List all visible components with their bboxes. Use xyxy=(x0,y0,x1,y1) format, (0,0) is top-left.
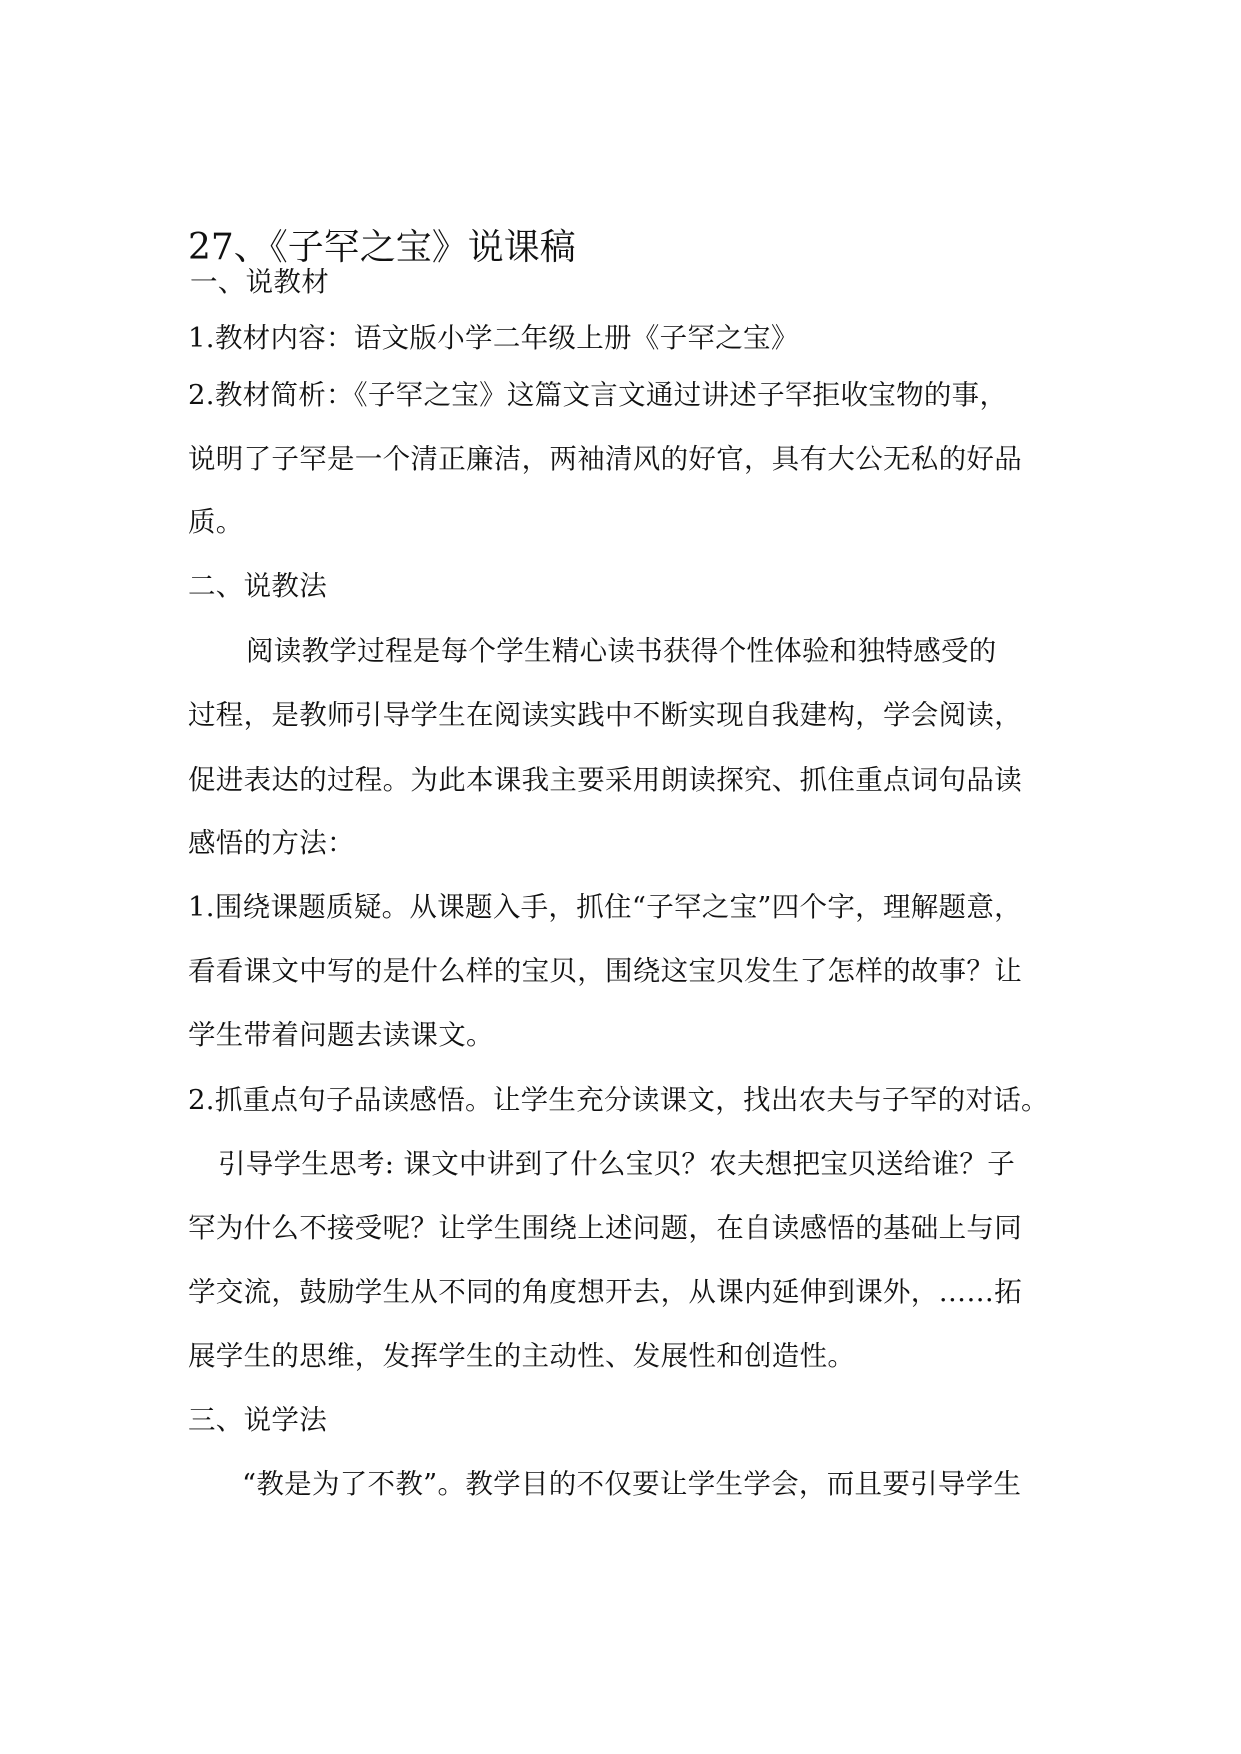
paragraph-line: 1.围绕课题质疑。从课题入手，抓住“子罕之宝”四个字，理解题意， xyxy=(188,891,1022,923)
section-heading-methods: 二、说教法 xyxy=(188,570,327,602)
paragraph-line: “教是为了不教”。教学目的不仅要让学生学会，而且要引导学生 xyxy=(242,1468,1022,1500)
paragraph-line: 感悟的方法： xyxy=(188,827,355,859)
paragraph-line: 阅读教学过程是每个学生精心读书获得个性体验和独特感受的 xyxy=(246,635,997,667)
paragraph-line: 说明了子罕是一个清正廉洁，两袖清风的好官，具有大公无私的好品 xyxy=(188,443,1022,475)
paragraph-line: 过程，是教师引导学生在阅读实践中不断实现自我建构，学会阅读， xyxy=(188,699,1022,731)
paragraph-line: 学生带着问题去读课文。 xyxy=(188,1019,494,1051)
paragraph-line: 质。 xyxy=(188,506,244,538)
paragraph-line: 2.抓重点句子品读感悟。让学生充分读课文，找出农夫与子罕的对话。 xyxy=(188,1084,1049,1116)
paragraph-line: 促进表达的过程。为此本课我主要采用朗读探究、抓住重点词句品读 xyxy=(188,764,1022,796)
document-title: 27、《子罕之宝》说课稿 xyxy=(188,227,576,268)
paragraph-line: 看看课文中写的是什么样的宝贝，围绕这宝贝发生了怎样的故事？让 xyxy=(188,955,1022,987)
section-heading-materials: 一、说教材 xyxy=(190,266,329,298)
paragraph-line: 学交流，鼓励学生从不同的角度想开去，从课内延伸到课外，……拓 xyxy=(188,1276,1022,1308)
paragraph-line: 2.教材简析：《子罕之宝》这篇文言文通过讲述子罕拒收宝物的事， xyxy=(188,379,1008,411)
paragraph-line: 引导学生思考: 课文中讲到了什么宝贝？农夫想把宝贝送给谁？子 xyxy=(218,1148,1016,1180)
paragraph-line: 1.教材内容：语文版小学二年级上册《子罕之宝》 xyxy=(188,322,799,354)
section-heading-learning: 三、说学法 xyxy=(188,1404,327,1436)
paragraph-line: 罕为什么不接受呢？让学生围绕上述问题，在自读感悟的基础上与同 xyxy=(188,1212,1022,1244)
paragraph-line: 展学生的思维，发挥学生的主动性、发展性和创造性。 xyxy=(188,1340,856,1372)
